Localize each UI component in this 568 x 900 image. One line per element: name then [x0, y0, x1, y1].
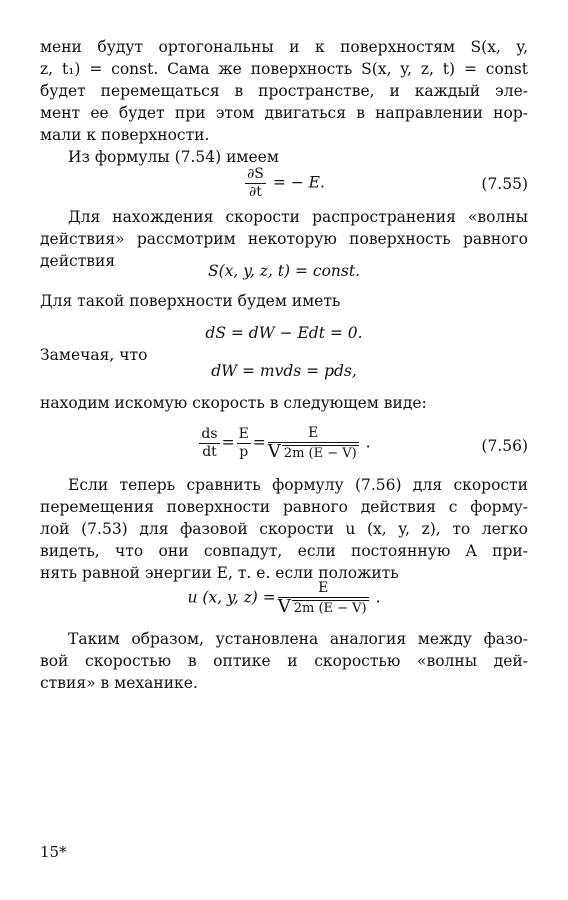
- equation-7-55: [40, 166, 528, 201]
- text-line: нять равной энергии E, т. е. если положить: [40, 564, 399, 582]
- text-line: Таким образом, установлена аналогия между фазо-: [68, 630, 528, 648]
- radicand: 2m (E − V): [283, 446, 357, 461]
- paragraph-1: [40, 36, 528, 146]
- text-line: Для нахождения скорости распространения «волны: [68, 208, 528, 226]
- text-line: видеть, что они совпадут, если постоянную A при-: [40, 542, 528, 560]
- text-line: будет перемещаться в пространстве, и каждый эле-: [40, 82, 528, 100]
- fraction: $\frac{ds}{dt}$: [201, 426, 218, 460]
- paragraph-2: Из формулы (7.54) имеем: [68, 148, 279, 166]
- fraction: $\frac{E}{V 2m (E - V)}$: [267, 425, 357, 462]
- page-number: 15*: [40, 843, 67, 861]
- page-body-3: [40, 290, 528, 312]
- text-line: ствия» в механике.: [40, 674, 198, 692]
- equation-dW: dW = mvds = pds,: [211, 362, 357, 380]
- paragraph-5: Замечая, что: [40, 346, 148, 364]
- paragraph-4: Для такой поверхности будем иметь: [40, 292, 341, 310]
- text-line: z, t₁) = const. Сама же поверхность S(x, y, z, t) = const: [40, 60, 528, 78]
- equation-number: (7.56): [481, 437, 528, 455]
- equation-surface: S(x, y, z, t) = const.: [207, 262, 361, 280]
- text-line: мали к поверхности.: [40, 126, 210, 144]
- equation-number: (7.55): [481, 175, 528, 193]
- equation-rhs: = − E.: [272, 173, 325, 192]
- page-body: [40, 36, 528, 168]
- page-body-5: [40, 392, 528, 414]
- paragraph-6: находим искомую скорость в следующем виде:: [40, 394, 427, 412]
- page-body-7: [40, 628, 528, 694]
- page-body-6: [40, 474, 528, 584]
- text-line: действия» рассмотрим некоторую поверхность равного: [40, 230, 528, 248]
- fraction: $\frac{E}{p}$: [238, 426, 249, 460]
- paragraph-8: [40, 628, 528, 694]
- text-line: лой (7.53) для фазовой скорости u (x, y, z), то легко: [40, 520, 528, 538]
- radical-sign: V: [267, 441, 281, 462]
- radical-sign: V: [277, 596, 291, 617]
- text-line: действия: [40, 252, 116, 270]
- text-line: перемещения поверхности равного действия с форму-: [40, 498, 528, 516]
- equation-7-56: $\frac{ds}{dt}$ = $\frac{E}{p}$ = $\frac{E}{V 2m (E - V)}$ . (7.56): [201, 425, 528, 462]
- text-line: Если теперь сравнить формулу (7.56) для скорости: [68, 476, 528, 494]
- text-line: вой скоростью в оптике и скоростью «волны дей-: [40, 652, 528, 670]
- text-line: мент ее будет при этом двигаться в направлении нор-: [40, 104, 528, 122]
- equation-dS: dS = dW − Edt = 0.: [205, 324, 363, 342]
- text-line: мени будут ортогональны и к поверхностям S(x, y,: [40, 38, 528, 56]
- paragraph-7: [40, 474, 528, 584]
- radicand: 2m (E − V): [293, 601, 367, 616]
- fraction: $\frac{E}{V 2m (E - V)}$: [277, 580, 367, 617]
- equation-phase-velocity: u (x, y, z) = $\frac{E}{V 2m (E - V)}$ .: [187, 580, 381, 617]
- fraction: $\frac{\partial S}{\partial t}$: [247, 166, 264, 200]
